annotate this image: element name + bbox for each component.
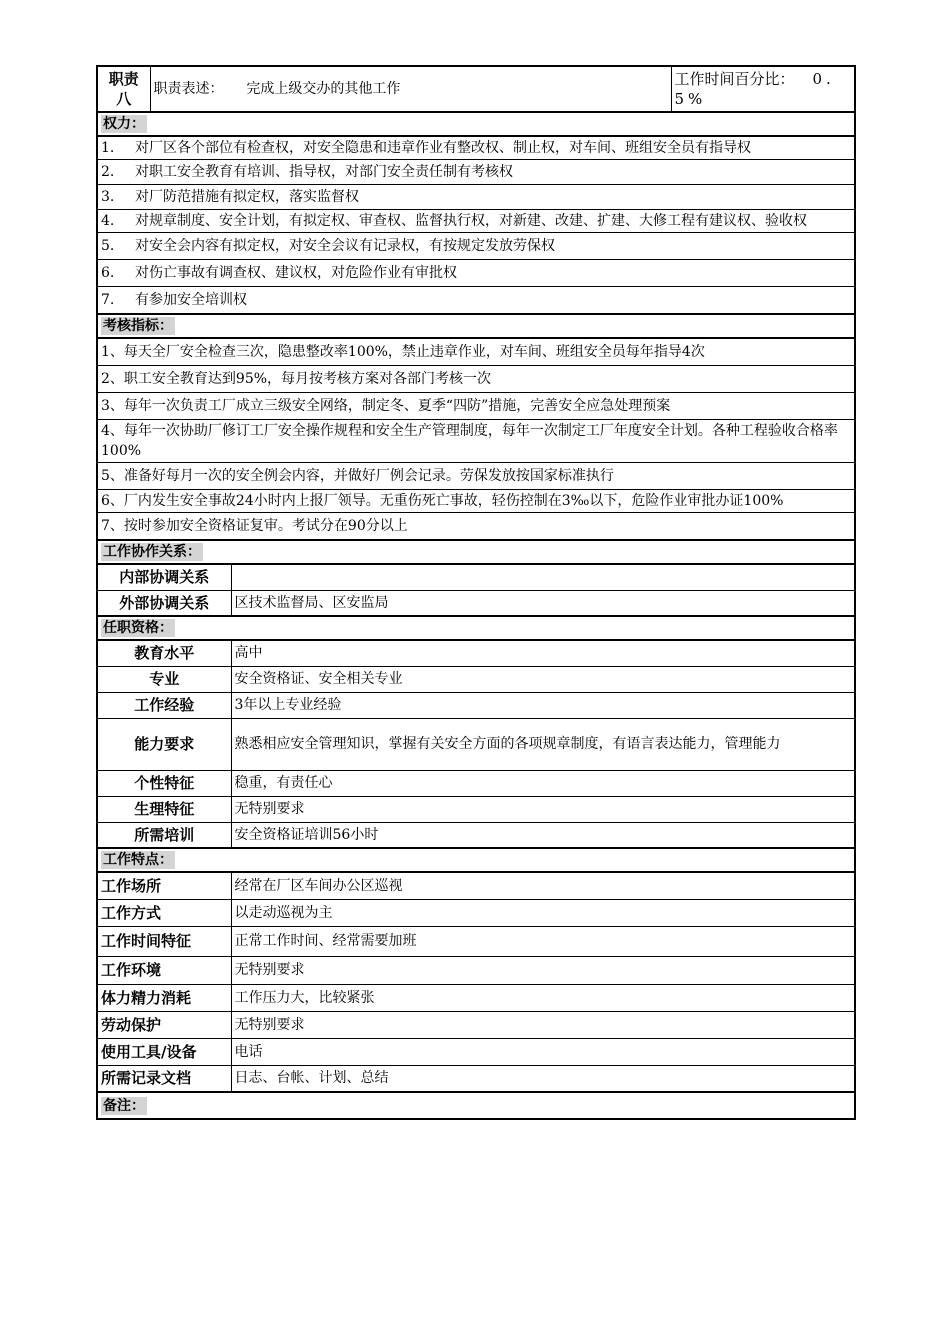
table-row: 生理特征 无特别要求	[97, 796, 855, 822]
list-item: 2. 对职工安全教育有培训、指导权，对部门安全责任制有考核权	[97, 160, 855, 185]
list-item: 1、每天全厂安全检查三次，隐患整改率100%，禁止违章作业，对车间、班组安全员每年指导4次	[97, 338, 855, 366]
table-row: 教育水平 高中	[97, 640, 855, 666]
duty-number: 职责八	[97, 66, 150, 112]
list-item: 3、每年一次负责工厂成立三级安全网络，制定冬、夏季“四防”措施，完善安全应急处理预案	[97, 393, 855, 420]
table-row: 外部协调关系 区技术监督局、区安监局	[97, 590, 855, 616]
kpi-section-header	[97, 314, 855, 338]
table-row: 能力要求 熟悉相应安全管理知识，掌握有关安全方面的各项规章制度，有语言表达能力，管理能力	[97, 718, 855, 770]
qualifications-title: 任职资格：	[103, 620, 173, 636]
list-item: 1. 对厂区各个部位有检查权，对安全隐患和违章作业有整改权、制止权，对车间、班组安全员有指导权	[97, 136, 855, 160]
features-section-header	[97, 848, 855, 872]
table-row: 内部协调关系	[97, 564, 855, 590]
qualifications-section-header	[97, 616, 855, 640]
relations-title: 工作协作关系：	[103, 544, 201, 560]
table-row: 工作场所 经常在厂区车间办公区巡视	[97, 872, 855, 899]
relations-section-header	[97, 540, 855, 564]
table-row: 体力精力消耗 工作压力大，比较紧张	[97, 984, 855, 1011]
list-item: 5、准备好每月一次的安全例会内容，并做好厂例会记录。劳保发放按国家标准执行	[97, 463, 855, 490]
table-row: 专业 安全资格证、安全相关专业	[97, 666, 855, 692]
features-title: 工作特点：	[103, 852, 173, 868]
list-item: 4. 对规章制度、安全计划，有拟定权、审查权、监督执行权，对新建、改建、扩建、大修工程有建议权、验收权	[97, 210, 855, 233]
table-row: 使用工具/设备 电话	[97, 1038, 855, 1065]
list-item: 5. 对安全会内容有拟定权，对安全会议有记录权，有按规定发放劳保权	[97, 233, 855, 260]
list-item: 7、按时参加安全资格证复审。考试分在90分以上	[97, 513, 855, 541]
table-row: 个性特征 稳重，有责任心	[97, 770, 855, 796]
duty-text: 完成上级交办的其他工作	[246, 81, 401, 97]
remarks-section-header	[97, 1092, 855, 1119]
table-row: 工作经验 3年以上专业经验	[97, 692, 855, 718]
job-description-sheet	[96, 65, 854, 1120]
table-row: 所需培训 安全资格证培训56小时	[97, 822, 855, 848]
powers-section-header	[97, 112, 855, 136]
job-table	[96, 65, 856, 1120]
list-item: 6、厂内发生安全事故24小时内上报厂领导。无重伤死亡事故，轻伤控制在3‰以下，危险作业审批办证100%	[97, 490, 855, 513]
table-row: 工作方式 以走动巡视为主	[97, 899, 855, 926]
list-item: 7. 有参加安全培训权	[97, 287, 855, 315]
duty-header-row	[97, 66, 855, 112]
table-row: 工作环境 无特别要求	[97, 956, 855, 984]
list-item: 4、每年一次协助厂修订工厂安全操作规程和安全生产管理制度，每年一次制定工厂年度安全计划。各种工程验收合格率100%	[97, 420, 855, 463]
list-item: 3. 对厂防范措施有拟定权，落实监督权	[97, 185, 855, 210]
table-row: 所需记录文档 日志、台帐、计划、总结	[97, 1065, 855, 1092]
work-time-label: 工作时间百分比：	[674, 70, 795, 88]
list-item: 2、职工安全教育达到95%，每月按考核方案对各部门考核一次	[97, 366, 855, 393]
duty-label: 职责表述：	[153, 81, 224, 97]
powers-title: 权力：	[103, 116, 145, 132]
remarks-title: 备注：	[103, 1097, 145, 1114]
work-time-cell	[671, 66, 855, 112]
work-time-value: 0.5%	[674, 70, 835, 108]
table-row: 工作时间特征 正常工作时间、经常需要加班	[97, 926, 855, 956]
table-row: 劳动保护 无特别要求	[97, 1011, 855, 1038]
duty-description	[150, 66, 671, 112]
kpi-title: 考核指标：	[103, 318, 173, 334]
list-item: 6. 对伤亡事故有调查权、建议权，对危险作业有审批权	[97, 260, 855, 287]
